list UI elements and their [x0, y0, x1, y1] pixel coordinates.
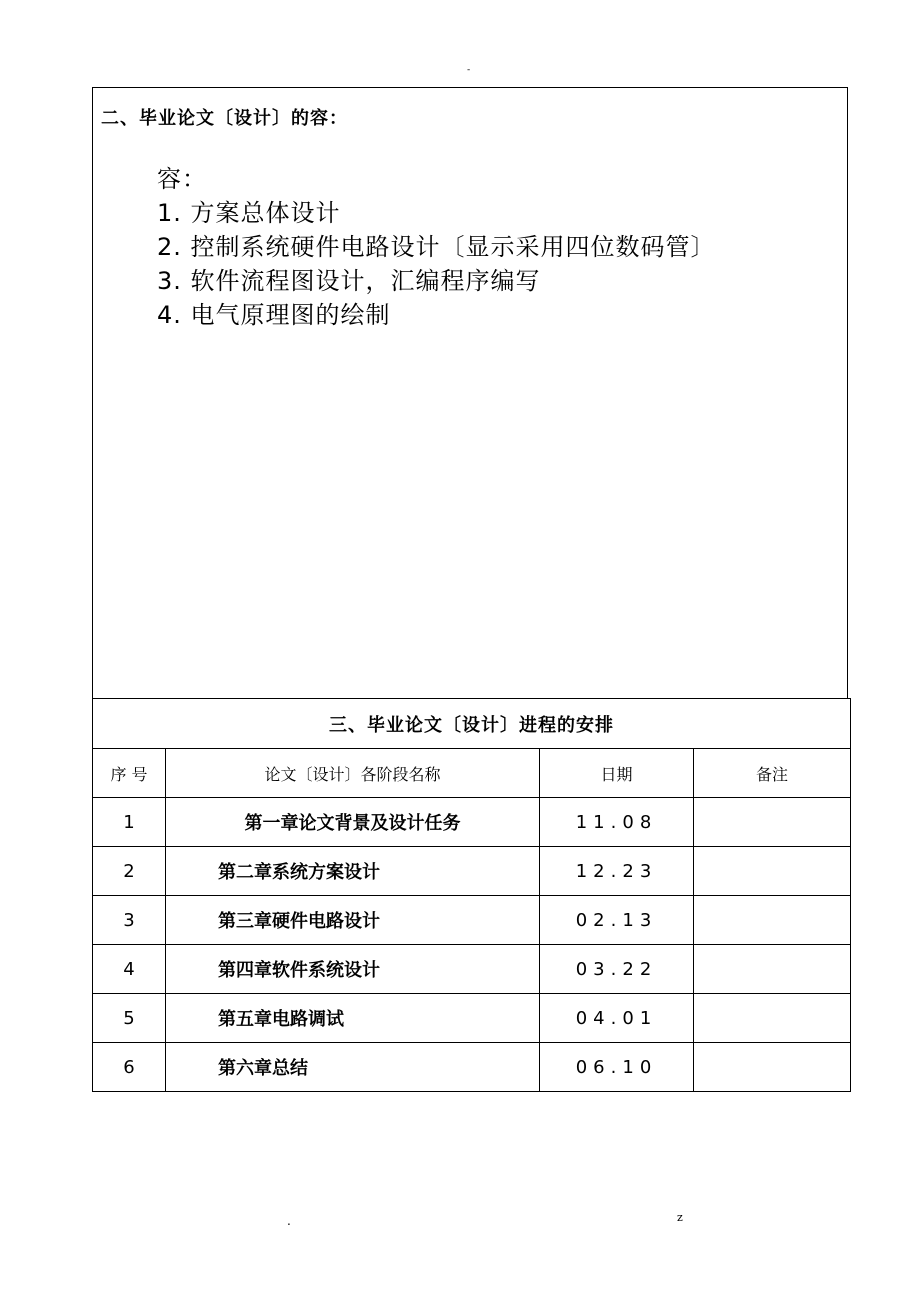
stage-note [694, 945, 851, 994]
column-header-stage-name: 论文〔设计〕各阶段名称 [166, 749, 540, 798]
column-header-date: 日期 [540, 749, 694, 798]
content-item: 1. 方案总体设计 [157, 199, 341, 227]
stage-date: 06.10 [540, 1043, 694, 1092]
column-header-number: 序 号 [93, 749, 166, 798]
footer-letter: z [677, 1211, 683, 1224]
content-title: 容： [157, 165, 207, 193]
row-number: 1 [93, 798, 166, 847]
row-number: 3 [93, 896, 166, 945]
stage-name: 第三章硬件电路设计 [166, 896, 540, 945]
stage-note [694, 896, 851, 945]
column-header-remarks: 备注 [694, 749, 851, 798]
stage-date: 04.01 [540, 994, 694, 1043]
content-item: 4. 电气原理图的绘制 [157, 301, 391, 329]
footer-dot: . [287, 1214, 291, 1228]
stage-note [694, 994, 851, 1043]
stage-name: 第二章系统方案设计 [166, 847, 540, 896]
stage-name: 第四章软件系统设计 [166, 945, 540, 994]
page-top-mark: - [467, 65, 471, 75]
stage-date: 11.08 [540, 798, 694, 847]
table-row [93, 994, 851, 1043]
table-header-row [93, 749, 851, 798]
stage-note [694, 798, 851, 847]
content-item: 3. 软件流程图设计，汇编程序编写 [157, 267, 541, 295]
row-number: 5 [93, 994, 166, 1043]
stage-note [694, 1043, 851, 1092]
section-heading: 二、毕业论文〔设计〕的容： [101, 108, 348, 129]
stage-name: 第六章总结 [166, 1043, 540, 1092]
schedule-table [92, 698, 851, 1092]
row-number: 2 [93, 847, 166, 896]
stage-note [694, 847, 851, 896]
schedule-heading: 三、毕业论文〔设计〕进程的安排 [93, 699, 851, 749]
content-list [157, 162, 716, 332]
table-row [93, 1043, 851, 1092]
content-item: 2. 控制系统硬件电路设计〔显示采用四位数码管〕 [157, 233, 716, 261]
row-number: 6 [93, 1043, 166, 1092]
stage-date: 03.22 [540, 945, 694, 994]
table-row [93, 847, 851, 896]
table-row [93, 896, 851, 945]
thesis-content-section [92, 87, 848, 699]
stage-name: 第一章论文背景及设计任务 [166, 798, 540, 847]
table-row [93, 798, 851, 847]
stage-date: 12.23 [540, 847, 694, 896]
stage-date: 02.13 [540, 896, 694, 945]
row-number: 4 [93, 945, 166, 994]
stage-name: 第五章电路调试 [166, 994, 540, 1043]
table-row [93, 945, 851, 994]
